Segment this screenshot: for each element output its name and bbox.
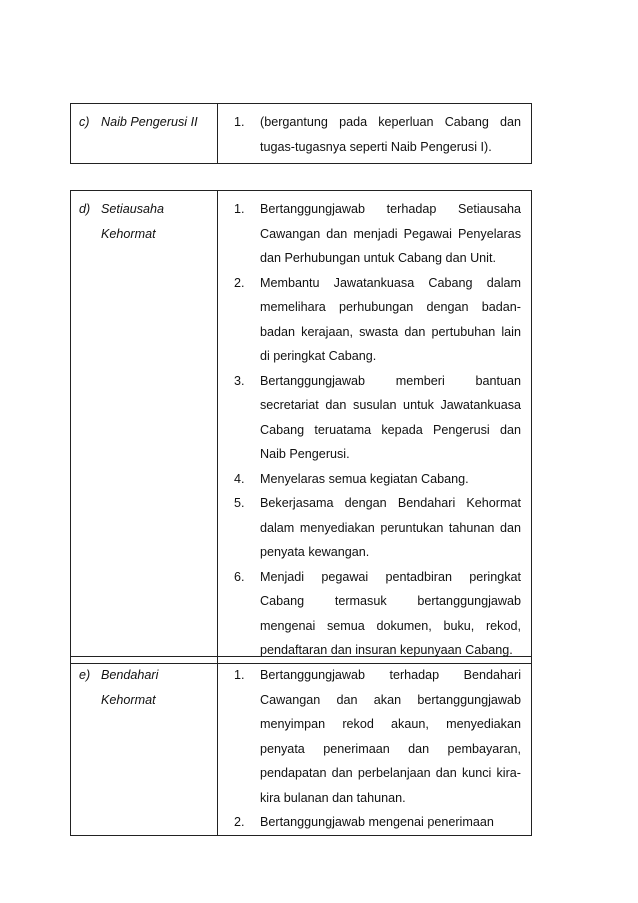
item-number: 1. bbox=[234, 668, 245, 682]
duty-table-setiausaha-kehormat bbox=[70, 190, 532, 664]
role-title bbox=[71, 191, 217, 246]
role-name: Naib Pengerusi II bbox=[101, 115, 198, 129]
duty-table-naib-pengerusi-ii bbox=[70, 103, 532, 164]
duty-cell bbox=[218, 104, 532, 164]
role-cell bbox=[71, 104, 218, 164]
role-cell bbox=[71, 191, 218, 664]
item-number: 1. bbox=[234, 202, 245, 216]
list-item bbox=[234, 110, 521, 159]
table-row bbox=[71, 191, 532, 664]
list-item bbox=[234, 271, 521, 369]
role-name-line2: Kehormat bbox=[101, 692, 156, 707]
role-title bbox=[71, 657, 217, 712]
item-text: Bertanggungjawab terhadap Setiausaha Cawangan dan menjadi Pegawai Penyelaras dan Perhubungan untuk Cabang dan Unit. bbox=[260, 202, 521, 265]
item-number: 1. bbox=[234, 115, 245, 129]
item-number: 2. bbox=[234, 815, 245, 829]
item-text: Membantu Jawatankuasa Cabang dalam memelihara perhubungan dengan badan-badan kerajaan, swasta dan pertubuhan lain di peringkat Cabang. bbox=[260, 275, 521, 363]
item-number: 5. bbox=[234, 496, 245, 510]
item-text: Menjadi pegawai pentadbiran peringkat Cabang termasuk bertanggungjawab mengenai semua dokumen, buku, rekod, pendaftaran dan insuran kepunyaan Cabang. bbox=[260, 569, 521, 657]
section-letter: e) bbox=[79, 668, 91, 682]
list-item bbox=[234, 565, 521, 663]
role-name-line2: Kehormat bbox=[101, 226, 156, 241]
role-name: Setiausaha bbox=[101, 202, 165, 216]
list-item bbox=[234, 369, 521, 467]
item-number: 2. bbox=[234, 275, 245, 290]
list-item bbox=[234, 467, 521, 492]
item-text: Bekerjasama dengan Bendahari Kehormat dalam menyediakan peruntukan tahunan dan penyata kewangan. bbox=[260, 496, 521, 559]
list-item bbox=[234, 491, 521, 565]
role-cell bbox=[71, 657, 218, 836]
item-text: Bertanggungjawab memberi bantuan secretariat dan susulan untuk Jawatankuasa Cabang teruatama kepada Pengerusi dan Naib Pengerusi. bbox=[260, 373, 521, 461]
section-letter: d) bbox=[79, 202, 91, 216]
duty-table-bendahari-kehormat bbox=[70, 656, 532, 836]
item-number: 6. bbox=[234, 569, 245, 584]
duty-cell bbox=[218, 191, 532, 664]
duty-list bbox=[218, 657, 531, 835]
section-letter: c) bbox=[79, 115, 90, 129]
table-row bbox=[71, 657, 532, 836]
item-text: (bergantung pada keperluan Cabang dan tugas-tugasnya seperti Naib Pengerusi I). bbox=[260, 115, 521, 154]
item-number: 3. bbox=[234, 373, 245, 388]
duty-list bbox=[218, 104, 531, 159]
item-text: Menyelaras semua kegiatan Cabang. bbox=[260, 471, 469, 486]
duty-list bbox=[218, 191, 531, 663]
item-text: Bertanggungjawab mengenai penerimaan bbox=[260, 815, 494, 829]
duty-cell bbox=[218, 657, 532, 836]
item-text: Bertanggungjawab terhadap Bendahari Cawangan dan akan bertanggungjawab menyimpan rekod akaun, menyediakan penyata penerimaan dan pembayaran, pendapatan dan perbelanjaan dan kunci kira-kira bulanan dan tahunan. bbox=[260, 668, 521, 805]
role-name: Bendahari bbox=[101, 668, 159, 682]
table-row bbox=[71, 104, 532, 164]
item-number: 4. bbox=[234, 471, 245, 486]
list-item bbox=[234, 197, 521, 271]
list-item bbox=[234, 663, 521, 810]
role-title bbox=[71, 104, 217, 135]
list-item bbox=[234, 810, 521, 835]
